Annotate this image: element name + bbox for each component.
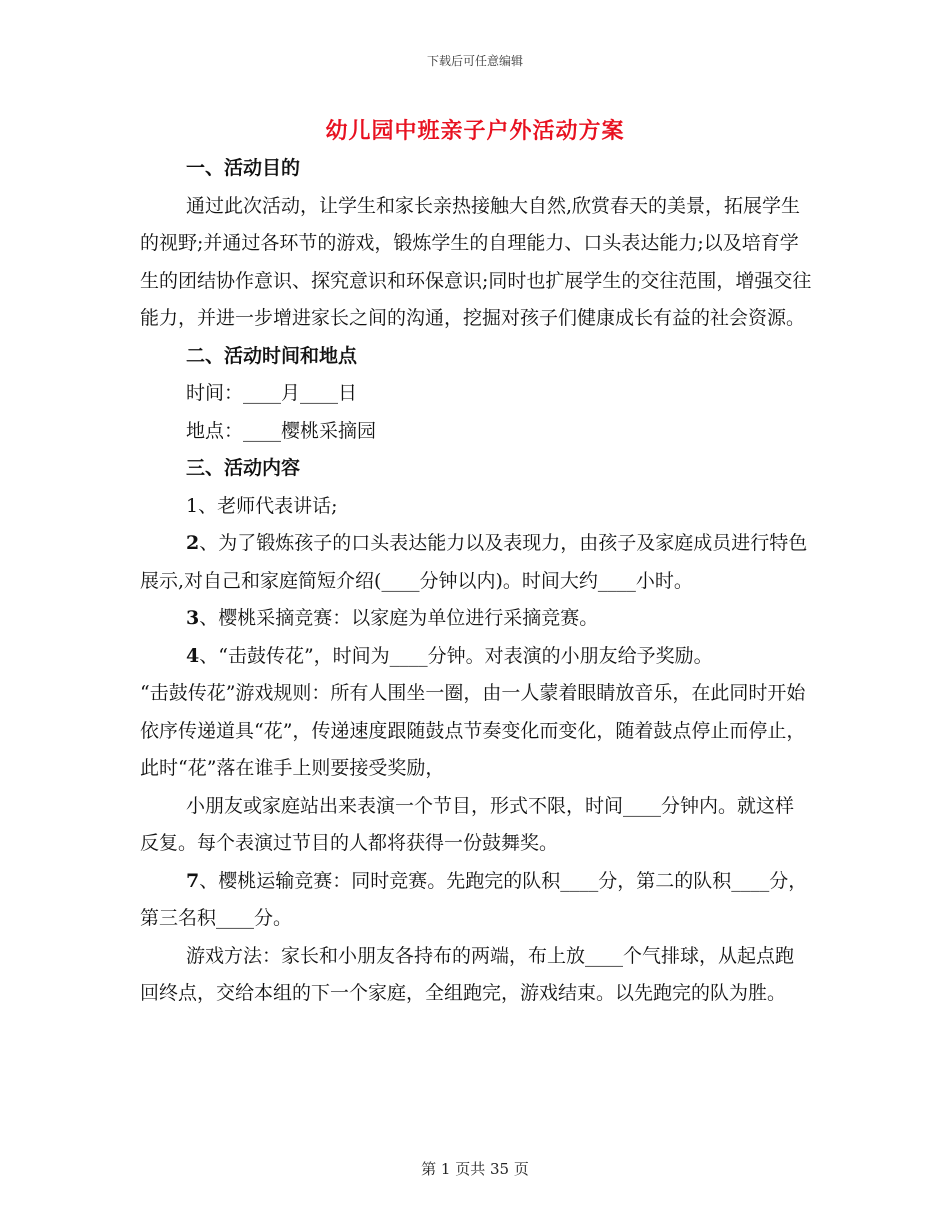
page-header-note: 下载后可任意编辑 — [426, 54, 523, 68]
content-item-2 — [140, 525, 812, 600]
section-heading-content: 三、活动内容 — [186, 457, 301, 479]
content-item-4 — [140, 638, 812, 676]
item-text: 、“击鼓传花”，时间为____分钟。对表演的小朋友给予奖励。 — [199, 644, 713, 667]
content-item-1: 1、老师代表讲话; — [186, 494, 338, 517]
item-4-more: 小朋友或家庭站出来表演一个节目，形式不限，时间____分钟内。就这样反复。每个表演过节目的人都将获得一份鼓舞奖。 — [140, 794, 795, 854]
document-body — [140, 150, 812, 1013]
item-4-rules: “击鼓传花”游戏规则：所有人围坐一圈，由一人蒙着眼睛放音乐，在此同时开始依序传递道具“花”，传递速度跟随鼓点节奏变化而变化，随着鼓点停止而停止，此时“花”落在谁手上则要接受奖励， — [140, 682, 806, 779]
game-method-paragraph: 游戏方法：家长和小朋友各持布的两端，布上放____个气排球，从起点跑回终点，交给本组的下一个家庭，全组跑完，游戏结束。以先跑完的队为胜。 — [140, 944, 795, 1004]
item-number: 2 — [186, 532, 200, 554]
content-item-7 — [140, 863, 812, 938]
item-number: 3 — [186, 607, 200, 629]
section-heading-time-place: 二、活动时间和地点 — [186, 344, 358, 367]
place-line: 地点：____樱桃采摘园 — [186, 419, 377, 442]
content-item-3 — [140, 600, 812, 638]
item-number: 7 — [186, 869, 200, 892]
item-text: 、为了锻炼孩子的口头表达能力以及表现力，由孩子及家庭成员进行特色展示,对自己和家庭简短介绍(____分钟以内)。时间大约____小时。 — [140, 532, 808, 592]
purpose-paragraph: 通过此次活动，让学生和家长亲热接触大自然,欣赏春天的美景，拓展学生的视野;并通过各环节的游戏，锻炼学生的自理能力、口头表达能力;以及培育学生的团结协作意识、探究意识和环保意识;同时也扩展学生的交往范围，增强交往能力，并进一步增进家长之间的沟通，挖掘对孩子们健康成长有益的社会资源。 — [140, 194, 812, 329]
item-number: 4 — [186, 644, 200, 667]
time-line: 时间：____月____日 — [186, 382, 358, 404]
page-footer-number: 第 1 页共 35 页 — [421, 1160, 529, 1178]
section-heading-purpose: 一、活动目的 — [186, 157, 301, 179]
item-text: 、樱桃运输竞赛：同时竞赛。先跑完的队积____分，第二的队积____分，第三名积____分。 — [140, 869, 808, 929]
item-text: 、樱桃采摘竞赛：以家庭为单位进行采摘竞赛。 — [199, 607, 599, 629]
document-title: 幼儿园中班亲子户外活动方案 — [325, 118, 625, 144]
